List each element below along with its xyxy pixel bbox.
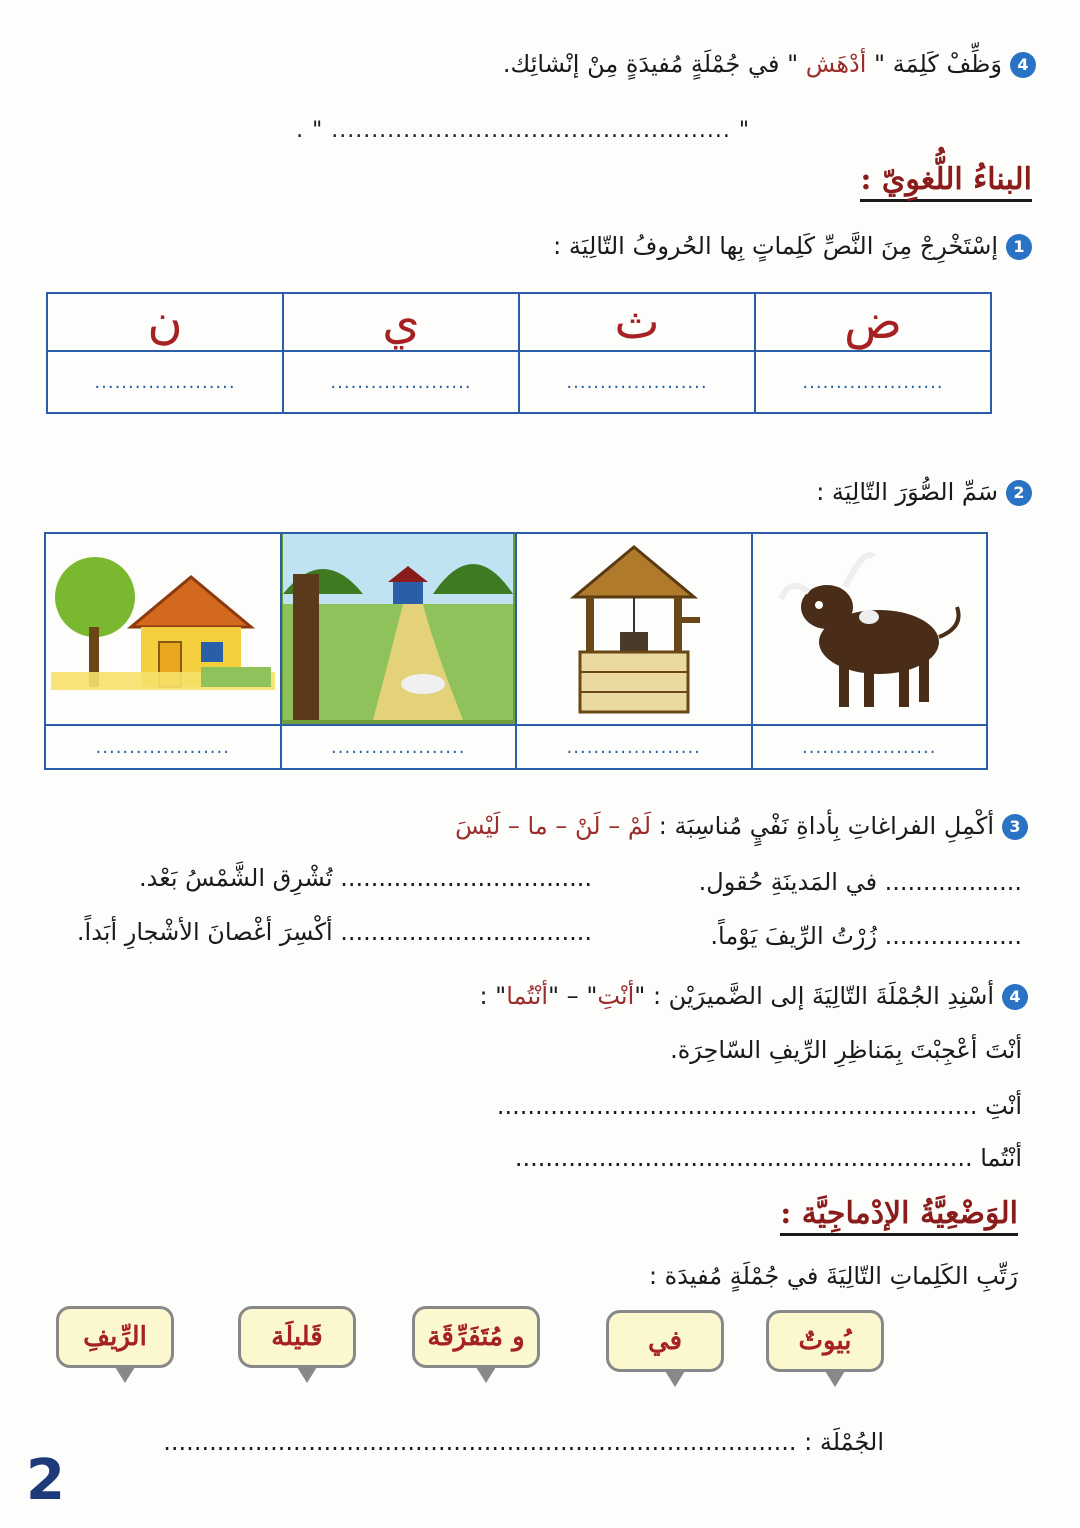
answer-cell[interactable] <box>281 725 517 769</box>
picture-cell <box>281 533 517 725</box>
answer-line-anti[interactable]: أنْتِ ............................................................... <box>496 1092 1022 1120</box>
word-card[interactable]: الرِّيفِ <box>56 1306 174 1368</box>
picture-cell <box>45 533 281 725</box>
question-text: وَظِّفْ كَلِمَة " <box>874 50 1002 78</box>
question-number-badge: 2 <box>1006 480 1032 506</box>
word-card[interactable]: بُيوتٌ <box>766 1310 884 1372</box>
negation-options: لَمْ – لَنْ – ما – لَيْسَ <box>455 812 652 840</box>
question-5: رَتِّبِ الكَلِماتِ التّالِيَةَ في جُمْلَةٍ مُفيدَة : <box>648 1262 1018 1290</box>
answer-cell[interactable] <box>755 351 991 413</box>
letters-table <box>46 292 992 414</box>
section-title-integration: الوَضْعِيَّةُ الإدْماجِيَّة : <box>780 1196 1018 1236</box>
answer-cell[interactable] <box>45 725 281 769</box>
separator: " – " <box>548 982 598 1010</box>
answer-cell[interactable] <box>516 725 752 769</box>
letter-cell: ي <box>283 293 519 351</box>
picture-cell <box>516 533 752 725</box>
letter-cell: ض <box>755 293 991 351</box>
well-icon <box>534 537 734 717</box>
question-number-badge: 3 <box>1002 814 1028 840</box>
blank: .................... <box>802 736 937 758</box>
question-4-top <box>503 50 1036 78</box>
word-card[interactable]: قَليلَة <box>238 1306 356 1368</box>
question-3 <box>455 812 1028 840</box>
question-text: أسْنِدِ الجُمْلَةَ التّالِيَةَ إلى الضَّميرَيْن : " <box>634 982 994 1010</box>
sentence-answer-line[interactable]: الجُمْلَة : ................................................................................... <box>163 1428 884 1456</box>
village-icon <box>283 534 513 720</box>
letter-cell: ث <box>519 293 755 351</box>
page-number: 2 <box>26 1448 65 1513</box>
fill-sentence-1[interactable]: .................. في المَدينَةِ حُقول. <box>698 868 1022 896</box>
blank: ..................... <box>802 371 944 393</box>
question-4 <box>479 982 1028 1010</box>
target-word: أدْهَش <box>798 50 875 78</box>
fill-sentence-3[interactable]: .................. زُرْتُ الرِّيفَ يَوْماً. <box>710 922 1022 950</box>
question-number-badge: 4 <box>1010 52 1036 78</box>
pronoun-1: أنْتِ <box>597 982 635 1010</box>
blank: .................... <box>95 736 230 758</box>
letter-cell: ن <box>47 293 283 351</box>
word-card[interactable]: و مُتَفَرِّقَة <box>412 1306 540 1368</box>
question-text-end: " : <box>479 982 507 1010</box>
answer-line[interactable]: " .................................................. " . <box>296 118 750 143</box>
blank: .................... <box>566 736 701 758</box>
question-2 <box>816 478 1032 506</box>
house-icon <box>51 537 275 717</box>
answer-line-antuma[interactable]: أنْتُما ............................................................ <box>514 1144 1022 1172</box>
question-1 <box>553 232 1032 260</box>
answer-cell[interactable] <box>47 351 283 413</box>
pictures-table <box>44 532 988 770</box>
picture-cell <box>752 533 988 725</box>
blank: .................... <box>331 736 466 758</box>
bull-icon <box>769 537 969 717</box>
question-number-badge: 1 <box>1006 234 1032 260</box>
fill-sentence-2[interactable]: ................................. تُشْرِق الشَّمْسُ بَعْد. <box>139 864 592 892</box>
question-text: سَمِّ الصُّوَرَ التّالِيَة : <box>816 478 998 506</box>
answer-cell[interactable] <box>283 351 519 413</box>
blank: ..................... <box>94 371 236 393</box>
fill-sentence-4[interactable]: ................................. أكْسِرَ أغْصانَ الأشْجارِ أبَداً. <box>76 918 592 946</box>
question-text: إسْتَخْرِجْ مِنَ النَّصِّ كَلِماتٍ بِها الحُروفُ التّالِيَة : <box>553 232 998 260</box>
pronoun-2: أنْتُما <box>506 982 549 1010</box>
word-card[interactable]: في <box>606 1310 724 1372</box>
blank: ..................... <box>566 371 708 393</box>
section-title-linguistic: البناءُ اللُّغوِيّ : <box>860 162 1032 202</box>
blank: ..................... <box>330 371 472 393</box>
answer-cell[interactable] <box>752 725 988 769</box>
question-number-badge: 4 <box>1002 984 1028 1010</box>
question-text-end: " في جُمْلَةٍ مُفيدَةٍ مِنْ إنْشائِك. <box>502 50 799 78</box>
answer-cell[interactable] <box>519 351 755 413</box>
question-text: أكْمِلِ الفراغاتِ بِأداةِ نَفْيٍ مُناسِبَة : <box>658 812 994 840</box>
base-sentence: أنْتَ أعْجِبْتَ بِمَناظِرِ الرِّيفِ السّاحِرَة. <box>670 1036 1022 1064</box>
